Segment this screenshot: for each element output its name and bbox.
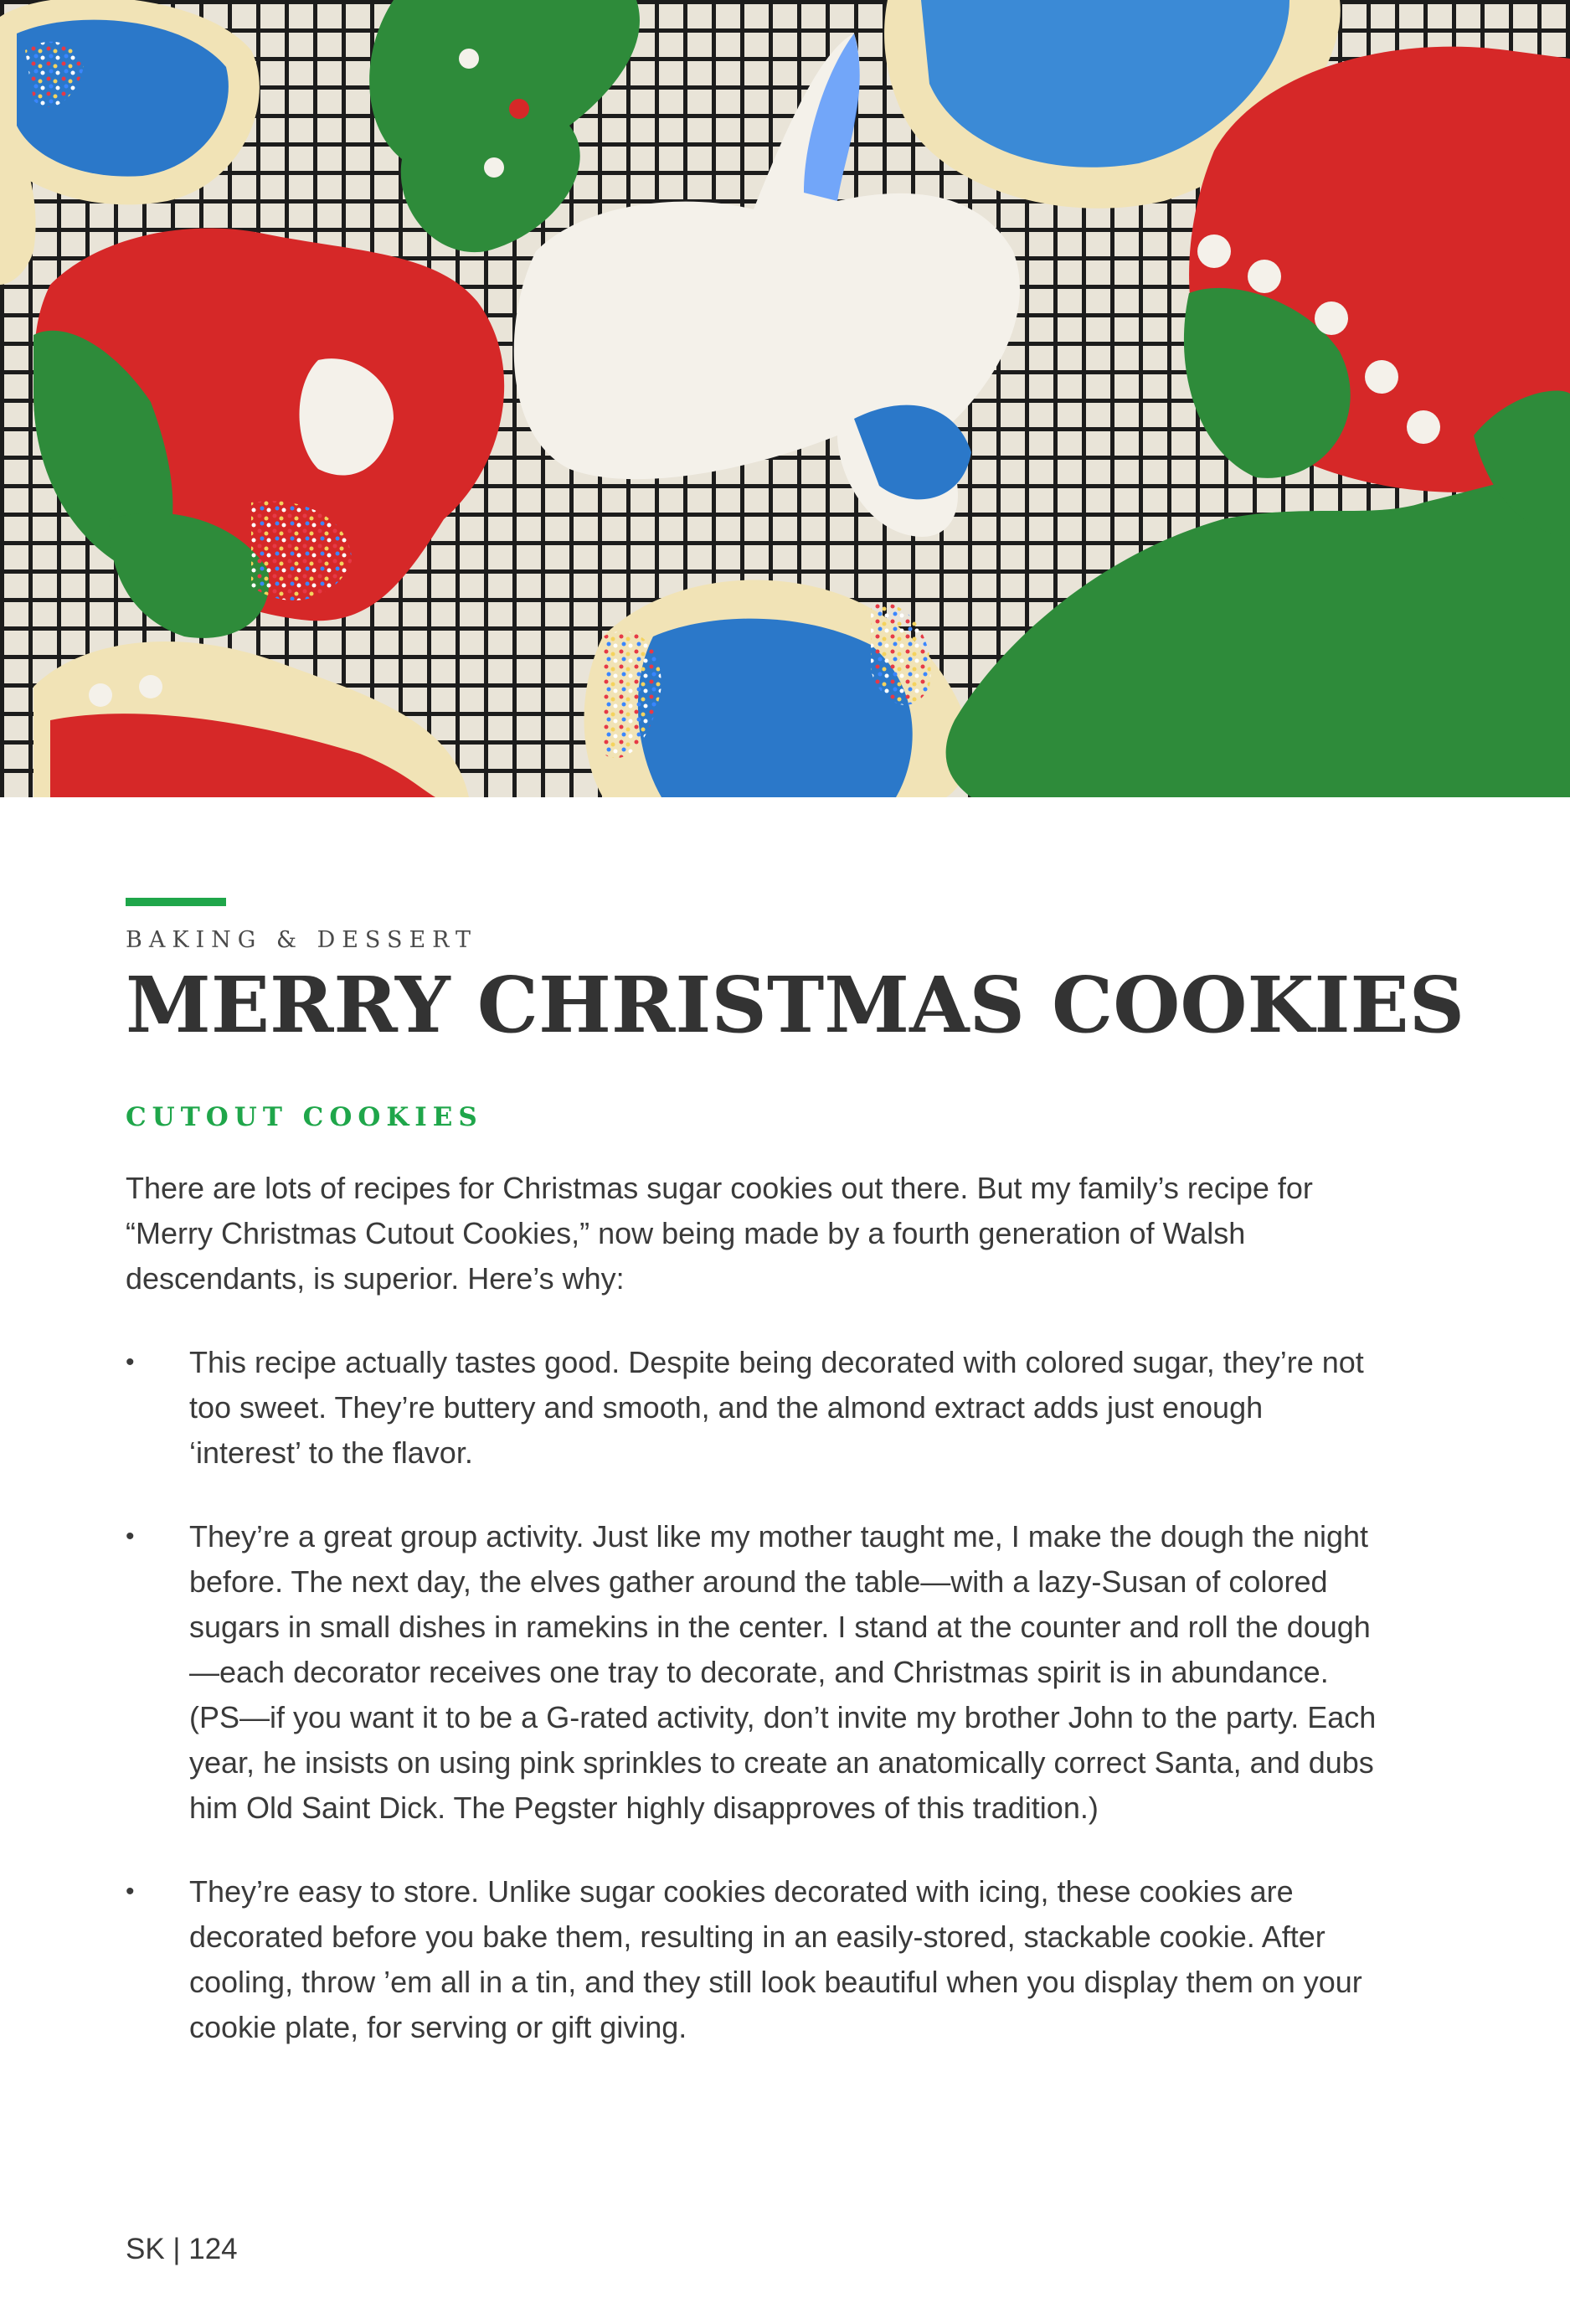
bullet-icon: • bbox=[126, 1348, 135, 1376]
list-item-text: This recipe actually tastes good. Despite being decorated with colored sugar, they’re not too sweet. They’re buttery and smooth, and the almond extract adds just enough ‘interest’ to the flavor. bbox=[189, 1344, 1364, 1470]
list-item-text: They’re easy to store. Unlike sugar cookies decorated with icing, these cookies are decorated before you bake them, resulting in an easily-stored, stackable cookie. After cooling, throw ’em all in a tin, and they still look beautiful when you display them on your cookie plate, for serving or gift giving. bbox=[189, 1873, 1362, 2044]
recipe-content bbox=[126, 898, 1465, 2089]
page-title: MERRY CHRISTMAS COOKIES bbox=[126, 959, 1465, 1050]
list-item bbox=[126, 1869, 1382, 2050]
cookie-photo bbox=[0, 0, 1570, 797]
cookie-photo-illustration bbox=[0, 0, 1570, 797]
list-item bbox=[126, 1340, 1382, 1476]
recipe-subtitle: CUTOUT COOKIES bbox=[126, 1101, 483, 1132]
category-label: BAKING & DESSERT bbox=[126, 927, 478, 953]
accent-rule bbox=[126, 898, 226, 906]
bullet-icon: • bbox=[126, 1877, 135, 1905]
list-item-text: They’re a great group activity. Just like my mother taught me, I make the dough the night before. The next day, the elves gather around the table—with a lazy-Susan of colored sugars in small dishes in ramekins in the center. I stand at the counter and roll the dough—each decorator receives one tray to decorate, and Christmas spirit is in abundance. (PS—if you want it to be a G-rated activity, don’t invite my brother John to the party. Each year, he insists on using pink sprinkles to create an anatomically correct Santa, and dubs him Old Saint Dick. The Pegster highly disapproves of this tradition.) bbox=[189, 1518, 1377, 1825]
bullet-icon: • bbox=[126, 1522, 135, 1550]
page-number: SK | 124 bbox=[126, 2233, 238, 2265]
list-item bbox=[126, 1514, 1382, 1831]
intro-paragraph: There are lots of recipes for Christmas sugar cookies out there. But my family’s recipe for “Merry Christmas Cutout Cookies,” now being made by a fourth generation of Walsh descendants, is superior. Here’s why: bbox=[126, 1170, 1313, 1296]
reasons-list bbox=[126, 1340, 1382, 2050]
